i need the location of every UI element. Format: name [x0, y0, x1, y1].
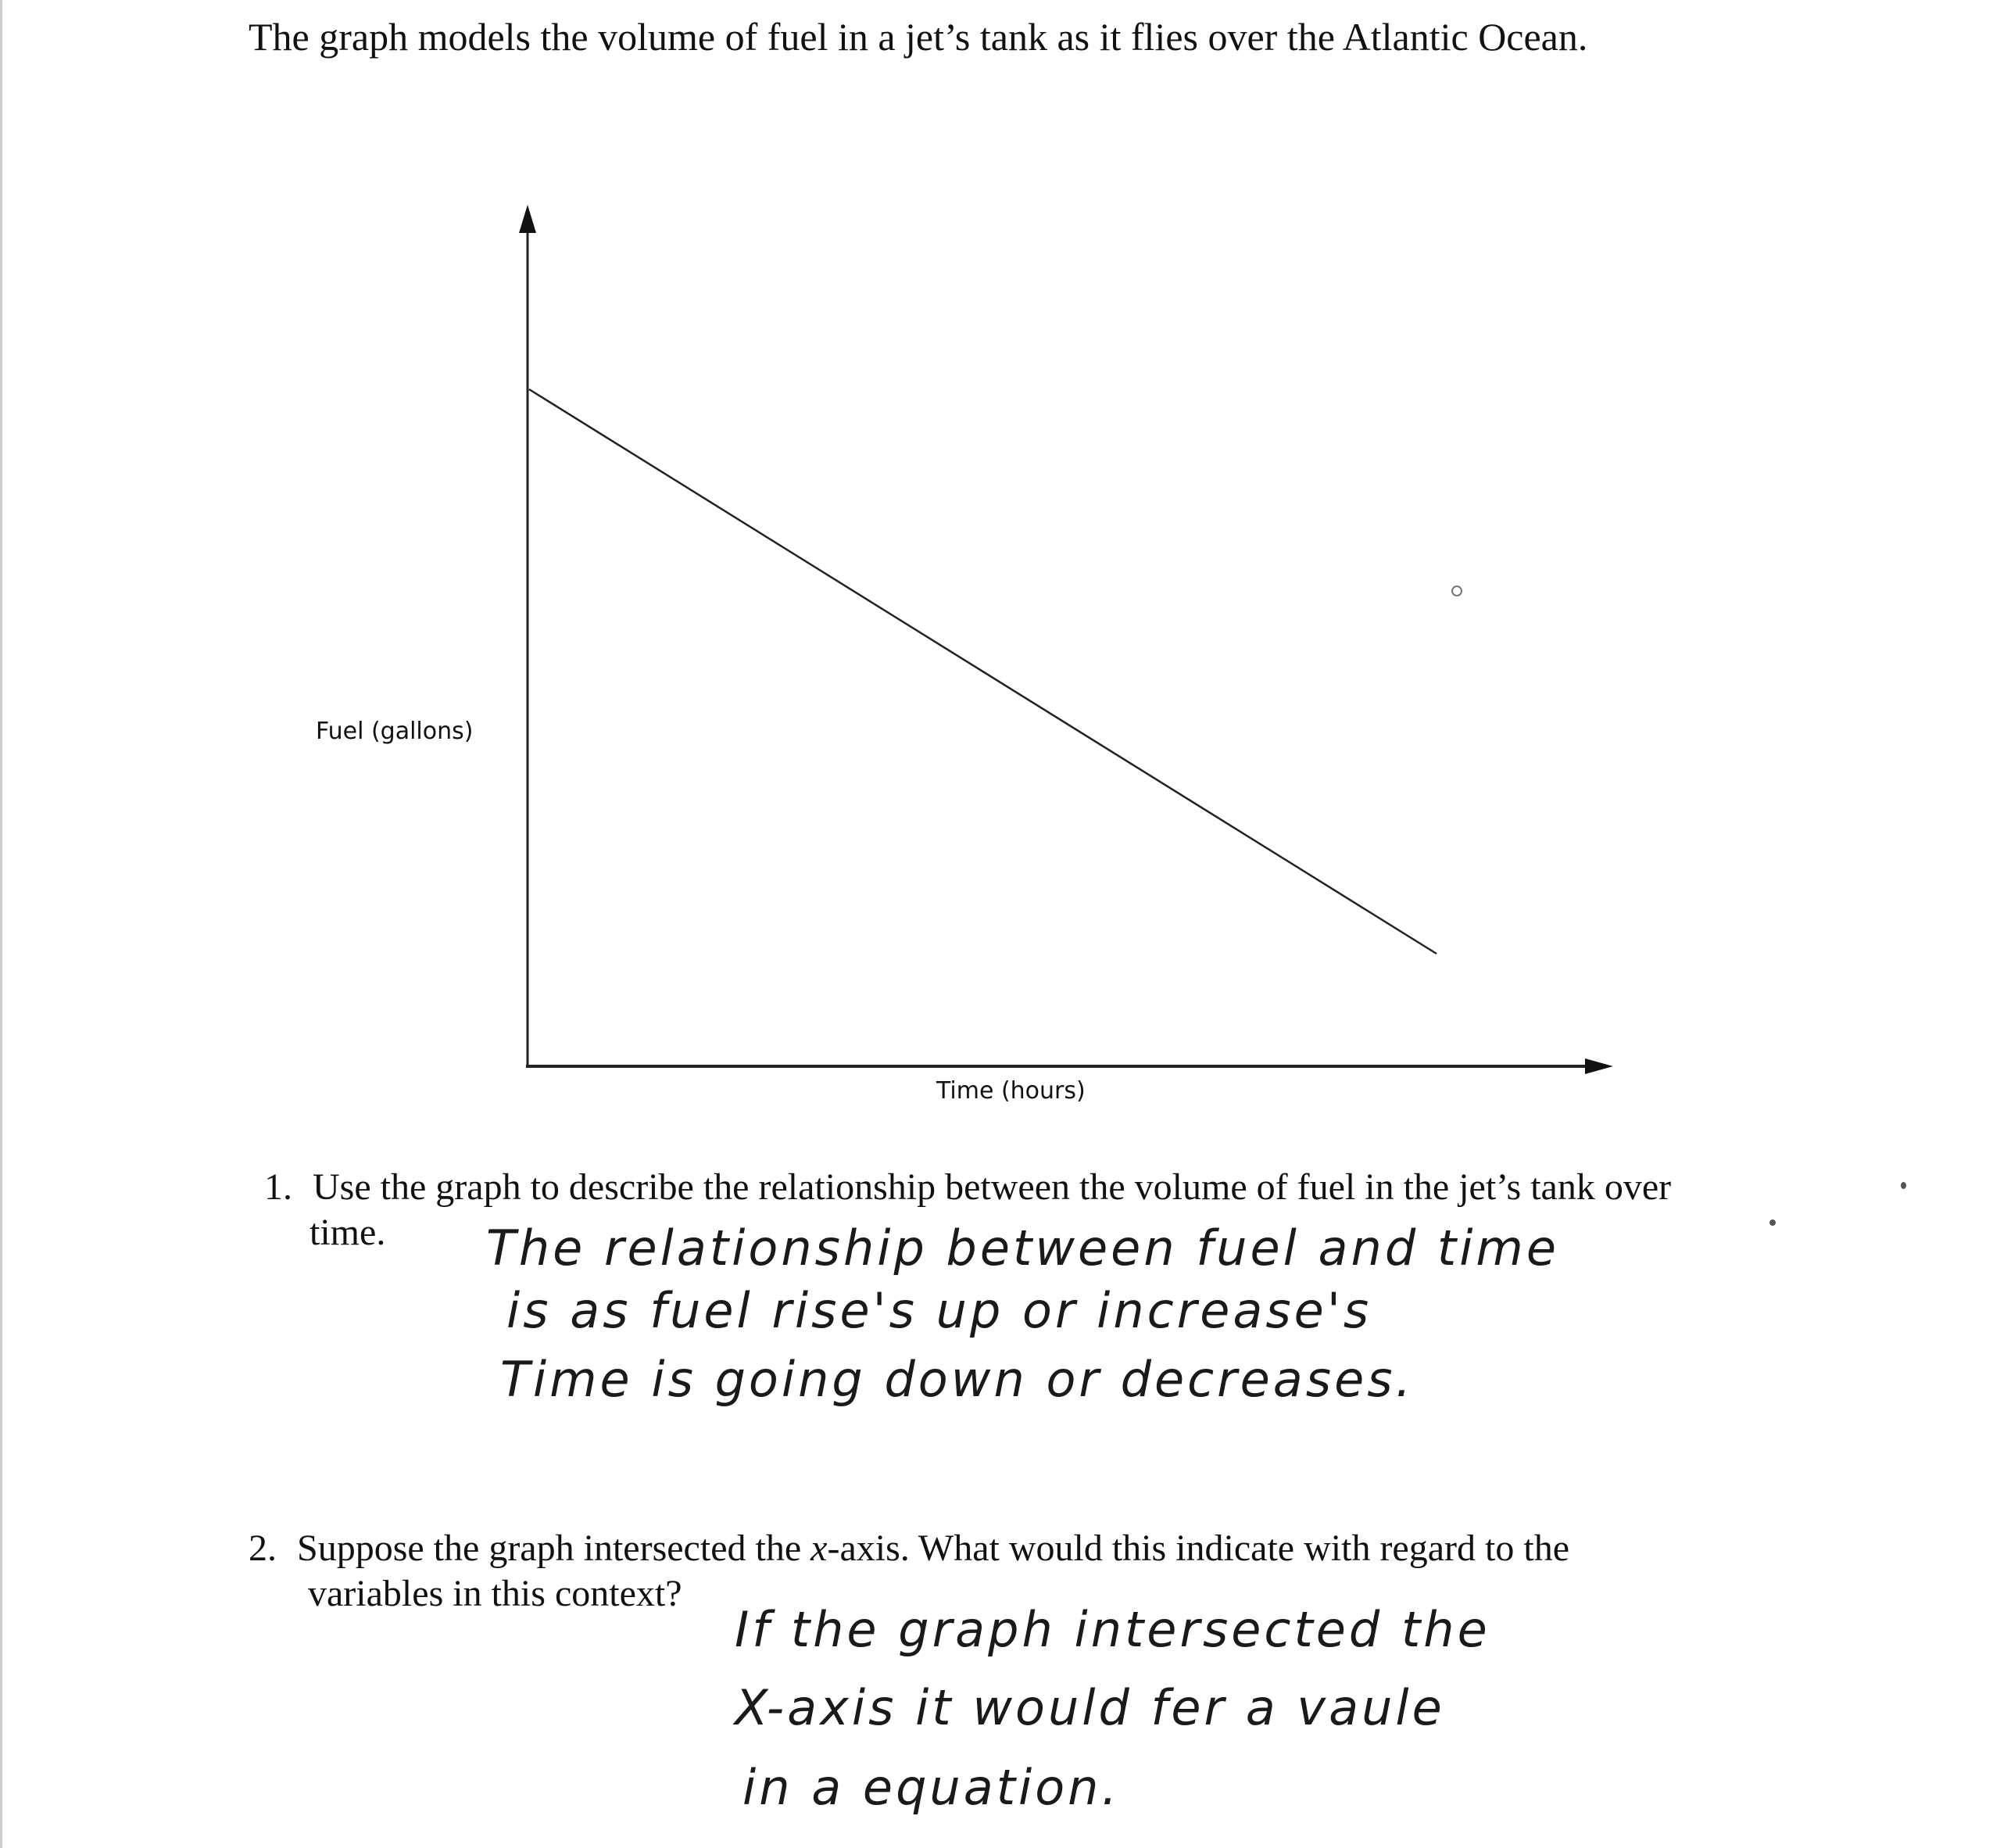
question-text-a: Suppose the graph intersected the: [297, 1527, 811, 1569]
question-text: Use the graph to describe the relationship between the volume of fuel in the jet’s tank over: [313, 1166, 1672, 1208]
y-axis-arrow: [519, 205, 536, 233]
question-number: 1.: [264, 1166, 292, 1208]
stray-dot: [1769, 1219, 1776, 1226]
question-text-b: -axis. What would this indicate with regard to the: [827, 1527, 1569, 1569]
fuel-line: [529, 389, 1437, 954]
x-axis-label: Time (hours): [936, 1077, 1086, 1105]
question-text-cont: variables in this context?: [308, 1573, 682, 1614]
question-text-cont: time.: [310, 1212, 386, 1253]
answer-1-line-2: is as fuel rise's up or increase's: [506, 1282, 1372, 1339]
y-axis-label: Fuel (gallons): [316, 718, 474, 745]
stray-mark: [1452, 586, 1462, 596]
answer-1-line-1: The relationship between fuel and time: [486, 1219, 1559, 1277]
question-text-italic: x: [810, 1527, 828, 1569]
question-number: 2.: [249, 1527, 277, 1569]
x-axis-arrow: [1585, 1058, 1613, 1074]
answer-2-line-1: If the graph intersected the: [735, 1601, 1490, 1658]
answer-1-line-3: Time is going down or decreases.: [500, 1351, 1415, 1408]
stray-dot: [1901, 1182, 1906, 1189]
answer-2-line-2: X-axis it would fer a vaule: [735, 1679, 1445, 1736]
answer-2-line-3: in a equation.: [742, 1759, 1121, 1816]
intro-text: The graph models the volume of fuel in a jet’s tank as it flies over the Atlantic Ocean.: [249, 15, 1588, 59]
